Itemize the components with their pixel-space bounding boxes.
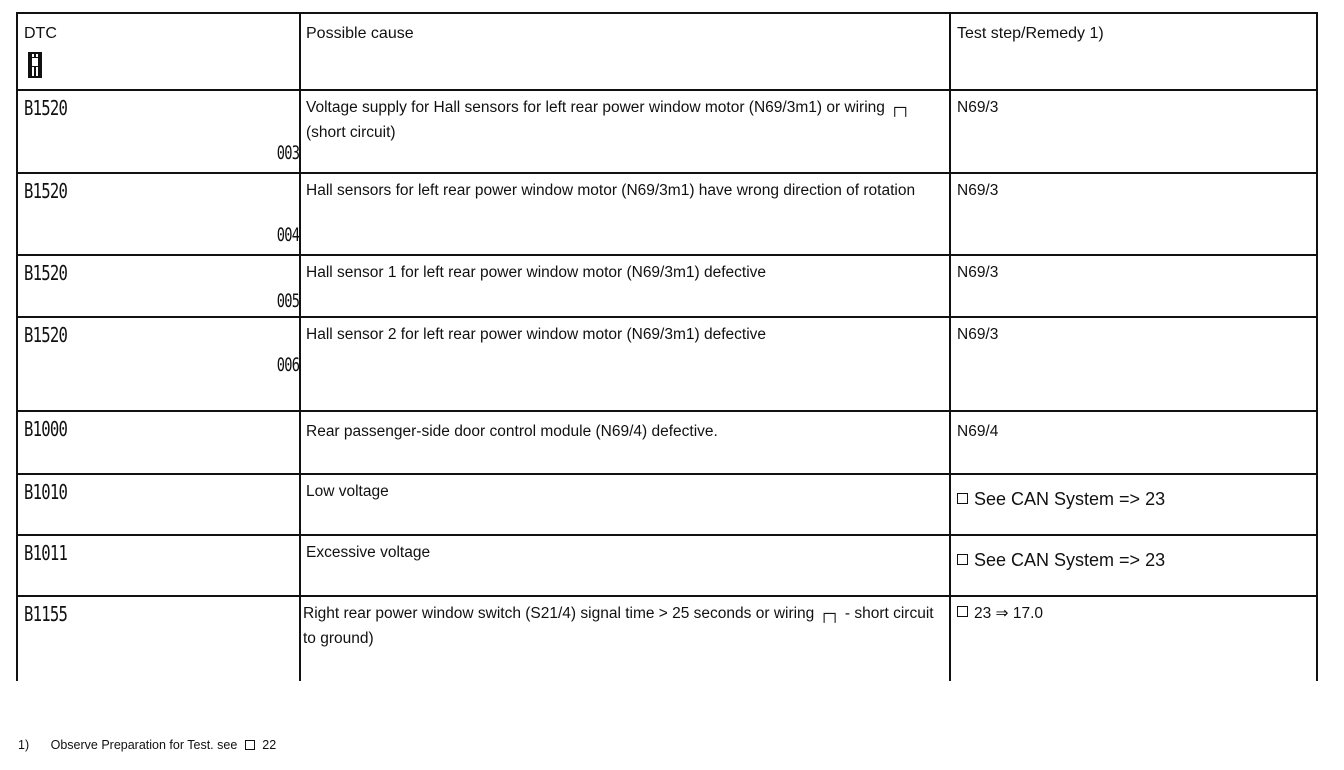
table-row: [18, 597, 1316, 681]
dtc-cell: [18, 256, 301, 316]
possible-cause-text: Excessive voltage: [306, 544, 431, 561]
footnote: [18, 738, 276, 752]
dtc-subcode: 004: [276, 224, 299, 246]
remedy-cell: [951, 318, 1316, 410]
table-row: [18, 174, 1316, 256]
cause-cell: [301, 597, 951, 681]
dtc-code: B1520: [24, 96, 68, 120]
dtc-code: B1155: [24, 602, 68, 626]
dtc-subcode: 005: [276, 290, 299, 312]
dtc-code: B1520: [24, 179, 68, 203]
possible-cause-text: Hall sensor 1 for left rear power window motor (N69/3m1) defective: [306, 264, 767, 281]
table-row: [18, 536, 1316, 597]
remedy-text: N69/3: [957, 99, 999, 116]
remedy-text: N69/3: [957, 182, 999, 199]
possible-cause-text: Rear passenger-side door control module (N69/4) defective.: [306, 423, 718, 440]
footnote-text: Observe Preparation for Test. see: [50, 738, 238, 752]
dtc-cell: [18, 597, 301, 681]
remedy-cell: [951, 91, 1316, 172]
header-possible-cause-cell: [301, 14, 951, 89]
remedy-cell: [951, 536, 1316, 595]
cause-cell: [301, 318, 951, 410]
remedy-link[interactable]: [957, 605, 1043, 622]
footnote-ref[interactable]: 22: [262, 738, 277, 752]
hand-held-tester-icon: [28, 52, 42, 78]
remedy-cell: [951, 412, 1316, 473]
cause-cell: [301, 412, 951, 473]
dtc-table: [16, 12, 1318, 681]
remedy-text: 23 ⇒ 17.0: [974, 605, 1044, 622]
remedy-text: N69/3: [957, 326, 999, 343]
table-row: [18, 318, 1316, 412]
book-reference-icon: [957, 554, 968, 565]
dtc-cell: [18, 318, 301, 410]
table-row: [18, 475, 1316, 536]
table-row: [18, 412, 1316, 475]
header-test-step-cell: [951, 14, 1316, 89]
book-reference-icon: [245, 740, 255, 750]
dtc-code: B1520: [24, 261, 68, 285]
book-reference-icon: [957, 493, 968, 504]
remedy-cell: [951, 475, 1316, 534]
remedy-text: See CAN System => 23: [974, 489, 1166, 509]
dtc-cell: [18, 536, 301, 595]
dtc-cell: [18, 174, 301, 254]
cause-cell: [301, 256, 951, 316]
possible-cause-text: Low voltage: [306, 483, 389, 500]
dtc-code: B1000: [24, 417, 68, 441]
remedy-text: See CAN System => 23: [974, 550, 1166, 570]
possible-cause-text: Hall sensor 2 for left rear power window motor (N69/3m1) defective: [306, 326, 767, 343]
cause-cell: [301, 174, 951, 254]
remedy-link[interactable]: [957, 548, 1165, 573]
dtc-code: B1010: [24, 480, 68, 504]
header-test-step: Test step/Remedy 1): [957, 25, 1104, 42]
remedy-text: N69/3: [957, 264, 999, 281]
header-dtc-cell: [18, 14, 301, 89]
table-row: [18, 256, 1316, 318]
cause-cell: [301, 91, 951, 172]
table-row: [18, 91, 1316, 174]
dtc-subcode: 003: [276, 142, 299, 164]
table-header-row: [18, 14, 1316, 91]
remedy-cell: [951, 256, 1316, 316]
dtc-subcode: 006: [276, 354, 299, 376]
dtc-cell: [18, 475, 301, 534]
cause-cell: [301, 536, 951, 595]
cause-cell: [301, 475, 951, 534]
book-reference-icon: [957, 606, 968, 617]
dtc-cell: [18, 412, 301, 473]
remedy-cell: [951, 174, 1316, 254]
remedy-text: N69/4: [957, 423, 999, 440]
dtc-cell: [18, 91, 301, 172]
possible-cause-text: Voltage supply for Hall sensors for left rear power window motor (N69/3m1) or wiring ┌┐ (short circuit): [306, 99, 912, 141]
header-possible-cause: Possible cause: [306, 25, 414, 42]
dtc-code: B1520: [24, 323, 68, 347]
possible-cause-text: Hall sensors for left rear power window motor (N69/3m1) have wrong direction of rotation: [306, 182, 916, 199]
header-dtc: DTC: [24, 25, 57, 42]
possible-cause-text: Right rear power window switch (S21/4) signal time > 25 seconds or wiring ┌┐ - short circuit to ground): [303, 605, 934, 647]
footnote-number: 1): [18, 738, 30, 752]
remedy-cell: [951, 597, 1316, 681]
remedy-link[interactable]: [957, 487, 1165, 512]
dtc-code: B1011: [24, 541, 68, 565]
